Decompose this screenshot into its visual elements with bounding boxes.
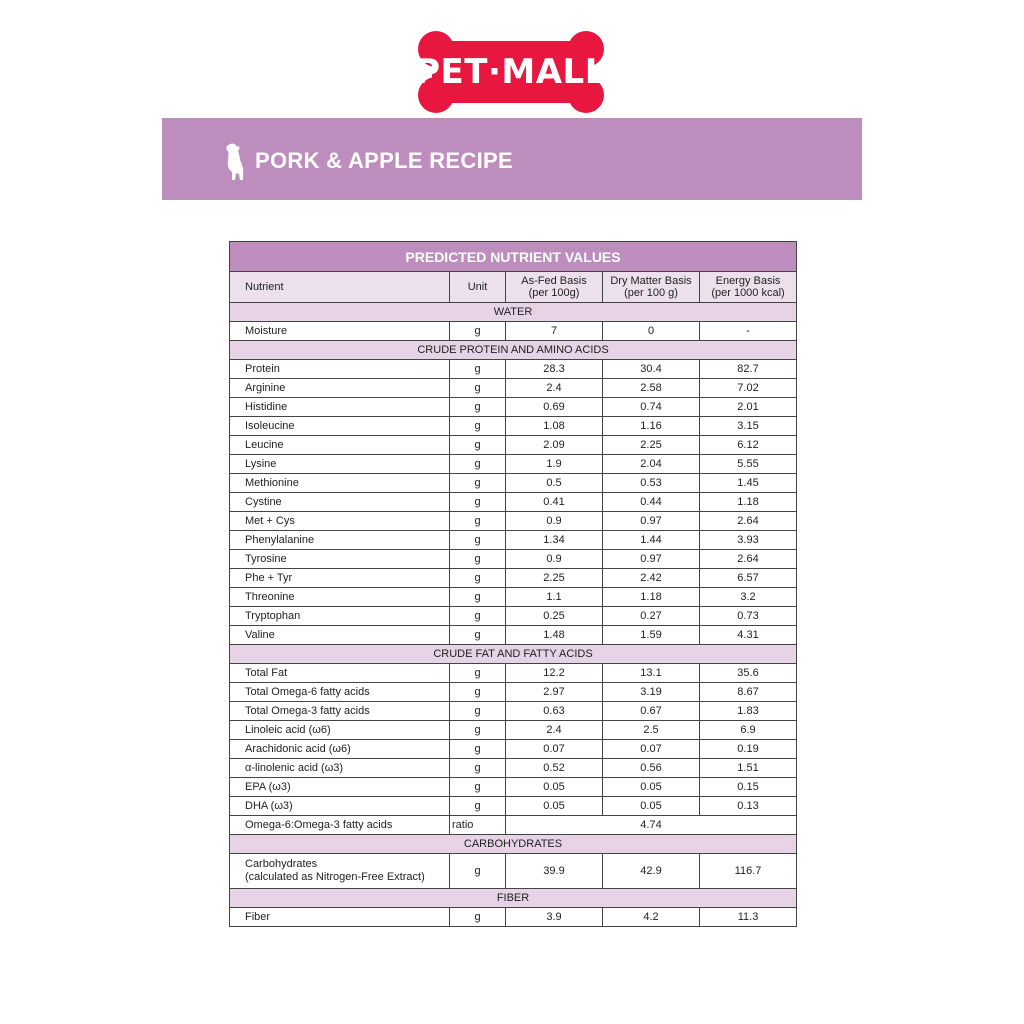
dry-matter-value: 1.59 [603, 626, 700, 645]
as-fed-header: As-Fed Basis (per 100g) [506, 272, 603, 303]
section-title: CARBOHYDRATES [230, 835, 797, 854]
as-fed-value: 39.9 [506, 854, 603, 889]
table-row [230, 455, 797, 474]
unit-cell: g [450, 512, 506, 531]
dry-matter-value: 2.04 [603, 455, 700, 474]
as-fed-value: 0.05 [506, 797, 603, 816]
unit-cell: ratio [450, 816, 506, 835]
table-row [230, 417, 797, 436]
energy-value: 82.7 [700, 360, 797, 379]
table-header-row [230, 272, 797, 303]
as-fed-value: 0.9 [506, 550, 603, 569]
nutrient-name: Linoleic acid (ω6) [230, 721, 450, 740]
dry-matter-value: 30.4 [603, 360, 700, 379]
nutrient-name: EPA (ω3) [230, 778, 450, 797]
nutrient-name: Moisture [230, 322, 450, 341]
as-fed-value: 0.52 [506, 759, 603, 778]
as-fed-value: 3.9 [506, 908, 603, 927]
table-row [230, 721, 797, 740]
table-row [230, 569, 797, 588]
nutrient-name: Arachidonic acid (ω6) [230, 740, 450, 759]
nutrient-name: Tyrosine [230, 550, 450, 569]
table-row [230, 702, 797, 721]
unit-cell: g [450, 322, 506, 341]
nutrient-name: Protein [230, 360, 450, 379]
carbs-note: (calculated as Nitrogen-Free Extract) [245, 871, 425, 883]
dry-matter-value: 0.97 [603, 550, 700, 569]
as-fed-value: 0.63 [506, 702, 603, 721]
unit-cell: g [450, 664, 506, 683]
as-fed-value: 0.69 [506, 398, 603, 417]
dry-matter-value: 1.44 [603, 531, 700, 550]
nutrient-name: Lysine [230, 455, 450, 474]
dry-matter-value: 0 [603, 322, 700, 341]
nutrient-name: Methionine [230, 474, 450, 493]
energy-value: 2.64 [700, 550, 797, 569]
carbs-name: Carbohydrates [245, 858, 318, 870]
as-fed-value: 0.41 [506, 493, 603, 512]
energy-value: 2.64 [700, 512, 797, 531]
table-row [230, 474, 797, 493]
energy-header: Energy Basis (per 1000 kcal) [700, 272, 797, 303]
table-title: PREDICTED NUTRIENT VALUES [230, 242, 797, 272]
as-fed-value: 1.08 [506, 417, 603, 436]
unit-cell: g [450, 778, 506, 797]
energy-value: 6.12 [700, 436, 797, 455]
dry-matter-value: 2.42 [603, 569, 700, 588]
energy-value: 1.83 [700, 702, 797, 721]
as-fed-value: 2.4 [506, 721, 603, 740]
section-title: CRUDE FAT AND FATTY ACIDS [230, 645, 797, 664]
as-fed-value: 2.25 [506, 569, 603, 588]
as-fed-value: 0.9 [506, 512, 603, 531]
energy-value: 35.6 [700, 664, 797, 683]
unit-cell: g [450, 854, 506, 889]
table-row [230, 759, 797, 778]
table-row [230, 588, 797, 607]
energy-value: 0.73 [700, 607, 797, 626]
as-fed-value: 1.48 [506, 626, 603, 645]
nutrient-name: Total Omega-3 fatty acids [230, 702, 450, 721]
as-fed-value: 28.3 [506, 360, 603, 379]
nutrient-name: Threonine [230, 588, 450, 607]
nutrient-name: Tryptophan [230, 607, 450, 626]
dry-matter-value: 0.44 [603, 493, 700, 512]
table-row [230, 398, 797, 417]
dog-icon [224, 142, 246, 182]
dry-matter-value: 0.74 [603, 398, 700, 417]
energy-value: 0.13 [700, 797, 797, 816]
unit-cell: g [450, 455, 506, 474]
table-row [230, 797, 797, 816]
as-fed-value: 0.07 [506, 740, 603, 759]
nutrient-name: Total Fat [230, 664, 450, 683]
nutrient-name: Arginine [230, 379, 450, 398]
as-fed-value: 0.05 [506, 778, 603, 797]
section-header-row [230, 303, 797, 322]
unit-cell: g [450, 360, 506, 379]
table-row [230, 854, 797, 889]
table-row [230, 664, 797, 683]
unit-cell: g [450, 398, 506, 417]
as-fed-value: 0.5 [506, 474, 603, 493]
dry-matter-value: 2.58 [603, 379, 700, 398]
section-header-row [230, 835, 797, 854]
unit-cell: g [450, 493, 506, 512]
dry-matter-value: 2.25 [603, 436, 700, 455]
dry-matter-value: 4.2 [603, 908, 700, 927]
section-header-row [230, 645, 797, 664]
energy-value: 1.45 [700, 474, 797, 493]
as-fed-value: 2.09 [506, 436, 603, 455]
section-header-row [230, 341, 797, 360]
dry-matter-value: 1.16 [603, 417, 700, 436]
table-row [230, 816, 797, 835]
energy-value: 5.55 [700, 455, 797, 474]
unit-cell: g [450, 607, 506, 626]
energy-value: 8.67 [700, 683, 797, 702]
nutrient-name: Cystine [230, 493, 450, 512]
energy-value: 3.2 [700, 588, 797, 607]
dry-matter-value: 42.9 [603, 854, 700, 889]
dry-matter-header: Dry Matter Basis (per 100 g) [603, 272, 700, 303]
unit-cell: g [450, 436, 506, 455]
table-row [230, 778, 797, 797]
unit-cell: g [450, 569, 506, 588]
energy-value: 1.51 [700, 759, 797, 778]
nutrient-name: DHA (ω3) [230, 797, 450, 816]
unit-cell: g [450, 683, 506, 702]
nutrient-name [230, 854, 450, 889]
section-title: CRUDE PROTEIN AND AMINO ACIDS [230, 341, 797, 360]
pet-mall-logo [415, 31, 607, 113]
as-fed-value: 0.25 [506, 607, 603, 626]
unit-cell: g [450, 702, 506, 721]
unit-cell: g [450, 626, 506, 645]
unit-cell: g [450, 417, 506, 436]
dry-matter-value: 3.19 [603, 683, 700, 702]
as-fed-value: 1.34 [506, 531, 603, 550]
energy-value: - [700, 322, 797, 341]
table-row [230, 531, 797, 550]
table-row [230, 908, 797, 927]
dry-matter-value: 0.07 [603, 740, 700, 759]
section-title: FIBER [230, 889, 797, 908]
section-header-row [230, 889, 797, 908]
unit-cell: g [450, 740, 506, 759]
as-fed-value: 12.2 [506, 664, 603, 683]
dry-matter-value: 0.05 [603, 797, 700, 816]
unit-cell: g [450, 759, 506, 778]
unit-header: Unit [450, 272, 506, 303]
table-row [230, 436, 797, 455]
energy-value: 116.7 [700, 854, 797, 889]
energy-value: 4.31 [700, 626, 797, 645]
as-fed-value: 1.9 [506, 455, 603, 474]
nutrient-name: Phenylalanine [230, 531, 450, 550]
unit-cell: g [450, 550, 506, 569]
unit-cell: g [450, 588, 506, 607]
table-row [230, 493, 797, 512]
table-row [230, 322, 797, 341]
unit-cell: g [450, 721, 506, 740]
dry-matter-value: 2.5 [603, 721, 700, 740]
dry-matter-value: 0.05 [603, 778, 700, 797]
nutrient-name: Isoleucine [230, 417, 450, 436]
nutrient-name: Phe + Tyr [230, 569, 450, 588]
unit-cell: g [450, 474, 506, 493]
as-fed-value: 2.97 [506, 683, 603, 702]
nutrient-name: Histidine [230, 398, 450, 417]
nutrient-name: Total Omega-6 fatty acids [230, 683, 450, 702]
dry-matter-value: 1.18 [603, 588, 700, 607]
energy-value: 3.93 [700, 531, 797, 550]
recipe-banner [162, 118, 862, 200]
nutrient-name: Fiber [230, 908, 450, 927]
dry-matter-value: 13.1 [603, 664, 700, 683]
brand-name: PET·MALL [415, 52, 607, 92]
nutrient-name: Met + Cys [230, 512, 450, 531]
energy-value: 6.9 [700, 721, 797, 740]
unit-cell: g [450, 379, 506, 398]
energy-value: 0.19 [700, 740, 797, 759]
nutrient-name: Omega-6:Omega-3 fatty acids [230, 816, 450, 835]
nutrient-header: Nutrient [230, 272, 450, 303]
table-title-row [230, 242, 797, 272]
table-row [230, 550, 797, 569]
as-fed-value: 2.4 [506, 379, 603, 398]
dry-matter-value: 0.97 [603, 512, 700, 531]
table-row [230, 683, 797, 702]
energy-value: 7.02 [700, 379, 797, 398]
table-row [230, 512, 797, 531]
nutrient-name: Valine [230, 626, 450, 645]
table-row [230, 360, 797, 379]
table-row [230, 379, 797, 398]
dry-matter-value: 0.27 [603, 607, 700, 626]
nutrient-name: α-linolenic acid (ω3) [230, 759, 450, 778]
table-row [230, 626, 797, 645]
nutrient-table [229, 241, 797, 927]
table-row [230, 740, 797, 759]
energy-value: 1.18 [700, 493, 797, 512]
unit-cell: g [450, 797, 506, 816]
energy-value: 2.01 [700, 398, 797, 417]
energy-value: 11.3 [700, 908, 797, 927]
ratio-value: 4.74 [506, 816, 797, 835]
energy-value: 6.57 [700, 569, 797, 588]
unit-cell: g [450, 908, 506, 927]
as-fed-value: 1.1 [506, 588, 603, 607]
dry-matter-value: 0.53 [603, 474, 700, 493]
dry-matter-value: 0.67 [603, 702, 700, 721]
unit-cell: g [450, 531, 506, 550]
table-row [230, 607, 797, 626]
as-fed-value: 7 [506, 322, 603, 341]
recipe-title: PORK & APPLE RECIPE [255, 148, 513, 173]
nutrient-name: Leucine [230, 436, 450, 455]
energy-value: 0.15 [700, 778, 797, 797]
section-title: WATER [230, 303, 797, 322]
energy-value: 3.15 [700, 417, 797, 436]
dry-matter-value: 0.56 [603, 759, 700, 778]
